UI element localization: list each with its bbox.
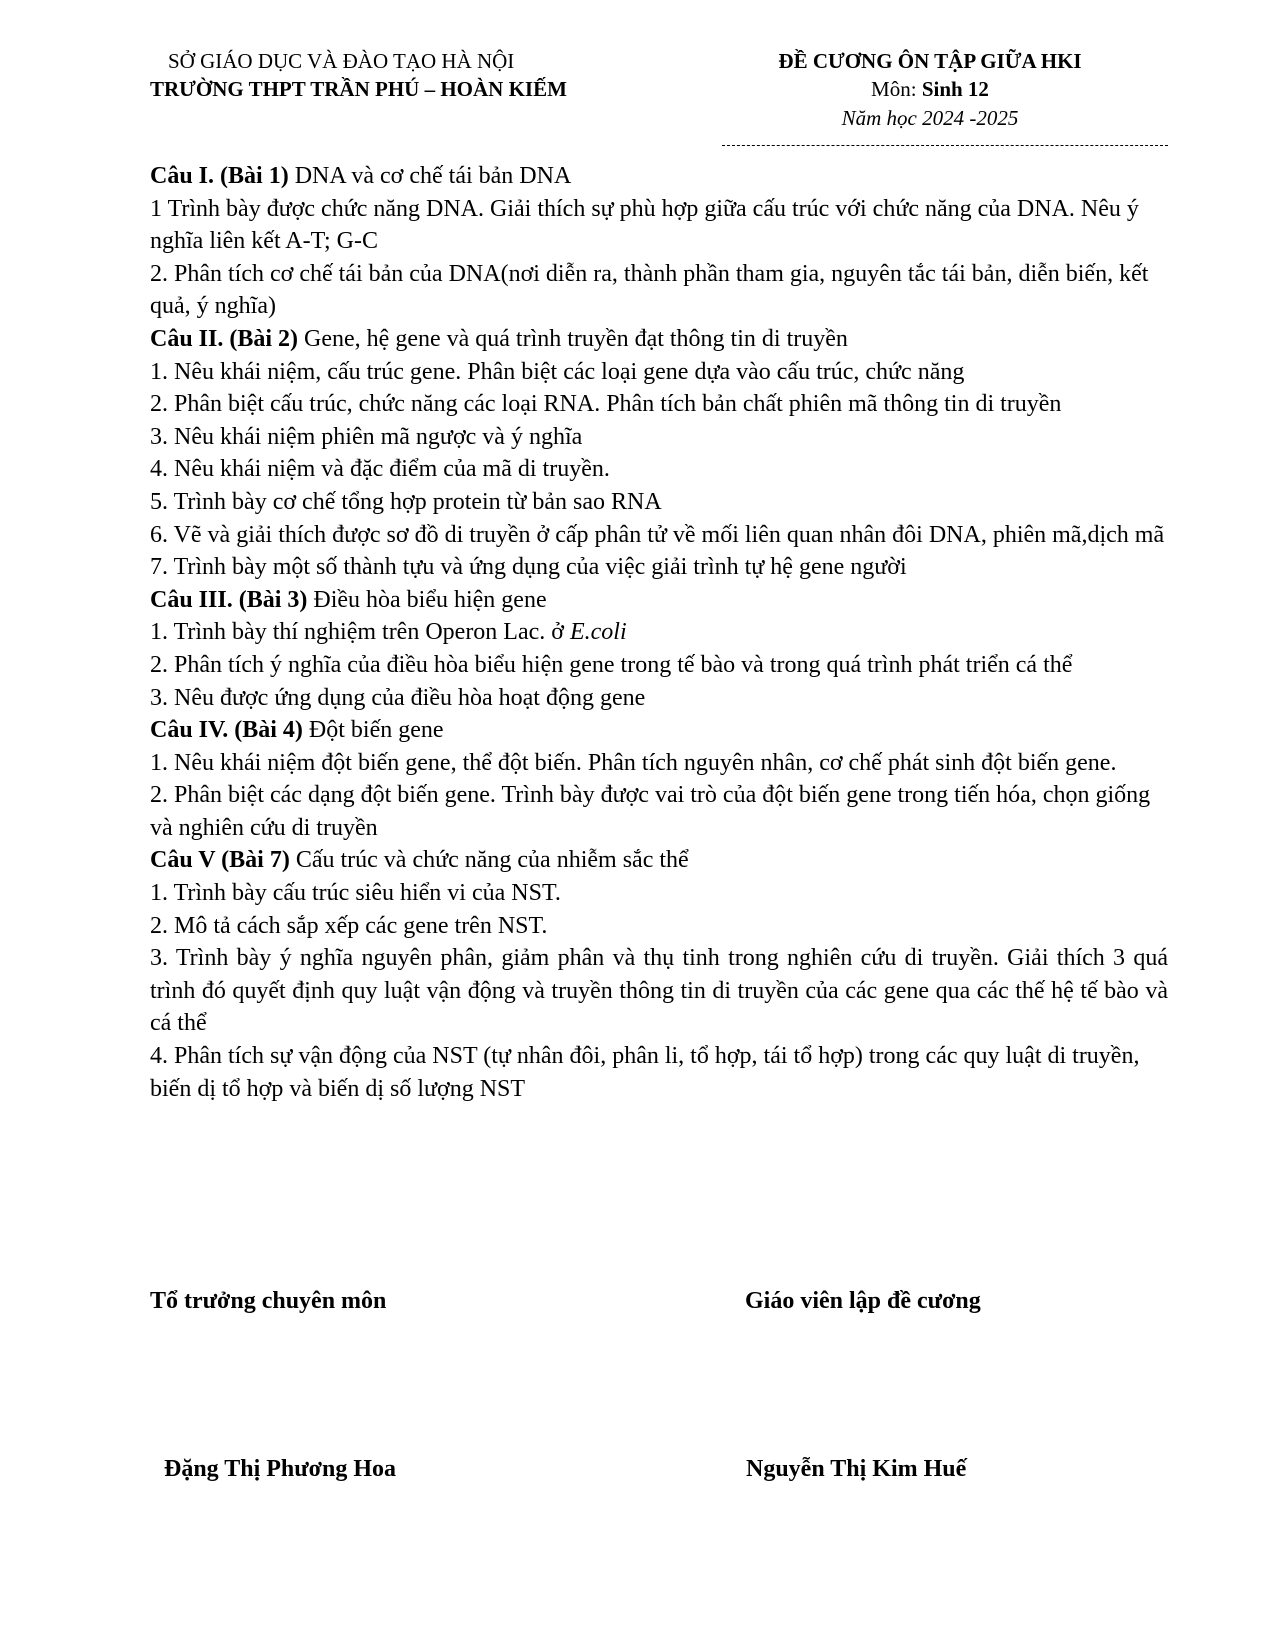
list-item: 1. Nêu khái niệm đột biến gene, thể đột biến. Phân tích nguyên nhân, cơ chế phát sinh đột biến gene. (150, 749, 1117, 776)
document-title: ĐỀ CƯƠNG ÔN TẬP GIỮA HKI (778, 49, 1082, 73)
list-item: 1 Trình bày được chức năng DNA. Giải thích sự phù hợp giữa cấu trúc với chức năng của DNA. Nêu ý nghĩa liên kết A-T; G-C (150, 195, 1139, 255)
subject-name: Sinh 12 (921, 77, 989, 101)
header-right (700, 47, 1160, 133)
list-item: 1. Nêu khái niệm, cấu trúc gene. Phân biệt các loại gene dựa vào cấu trúc, chức năng (150, 358, 965, 385)
section-label: Câu V (Bài 7) (150, 847, 290, 874)
section-title: Điều hòa biểu hiện gene (307, 586, 547, 613)
section-title: Đột biến gene (302, 717, 444, 744)
section-heading-2 (150, 323, 1168, 356)
section-heading-3 (150, 584, 1168, 617)
section-label: Câu I. (Bài 1) (150, 163, 289, 189)
signature-title-head: Tổ trưởng chuyên môn (150, 1288, 387, 1314)
section-heading-1 (150, 160, 1168, 193)
list-item-text: 1. Trình bày thí nghiệm trên Operon Lac. ở (150, 619, 570, 646)
signature-name-head: Đặng Thị Phương Hoa (164, 1456, 396, 1482)
list-item: 2. Phân biệt các dạng đột biến gene. Trình bày được vai trò của đột biến gene trong tiến hóa, chọn giống và nghiên cứu di truyền (150, 782, 1151, 841)
list-item: 2. Phân biệt cấu trúc, chức năng các loại RNA. Phân tích bản chất phiên mã thông tin di truyền (150, 391, 1062, 418)
signature-name-teacher: Nguyễn Thị Kim Huế (746, 1456, 967, 1482)
list-item: 1. Trình bày cấu trúc siêu hiển vi của NST. (150, 880, 561, 907)
list-item: 5. Trình bày cơ chế tổng hợp protein từ bản sao RNA (150, 488, 662, 515)
list-item: 4. Nêu khái niệm và đặc điểm của mã di truyền. (150, 456, 610, 483)
section-title: DNA và cơ chế tái bản DNA (288, 163, 572, 189)
list-item: 3. Nêu khái niệm phiên mã ngược và ý nghĩa (150, 423, 583, 450)
list-item: 3. Nêu được ứng dụng của điều hòa hoạt động gene (150, 684, 646, 711)
list-item: 3. Trình bày ý nghĩa nguyên phân, giảm phân và thụ tinh trong nghiên cứu di truyền. Giải thích 3 quá trình đó quyết định quy luật vận động và truyền thông tin di truyền của các gene qua các thế hệ tế bào và cá thể (150, 945, 1168, 1037)
list-item: 6. Vẽ và giải thích được sơ đồ di truyền ở cấp phân tử về mối liên quan nhân đôi DNA, phiên mã,dịch mã (150, 521, 1165, 548)
section-title: Gene, hệ gene và quá trình truyền đạt thông tin di truyền (298, 325, 848, 352)
section-heading-5 (150, 844, 1168, 877)
section-label: Câu IV. (Bài 4) (150, 717, 303, 744)
section-title: Cấu trúc và chức năng của nhiễm sắc thể (289, 847, 689, 874)
list-item: 2. Phân tích cơ chế tái bản của DNA(nơi diễn ra, thành phần tham gia, nguyên tắc tái bản, diễn biến, kết quả, ý nghĩa) (150, 260, 1149, 320)
list-item: 7. Trình bày một số thành tựu và ứng dụng của việc giải trình tự hệ gene người (150, 554, 907, 581)
header-left (150, 47, 670, 103)
list-item: 2. Phân tích ý nghĩa của điều hòa biểu hiện gene trong tế bào và trong quá trình phát triển cá thể (150, 651, 1073, 678)
signature-title-teacher: Giáo viên lập đề cương (745, 1288, 981, 1314)
outline-content (150, 160, 1168, 1105)
school-year: Năm học 2024 -2025 (841, 106, 1019, 130)
subject-line (700, 75, 1160, 103)
department-name: SỞ GIÁO DỤC VÀ ĐÀO TẠO HÀ NỘI (168, 49, 515, 73)
species-name: E.coli (569, 619, 627, 646)
subject-label: Môn: (871, 77, 922, 101)
section-label: Câu II. (Bài 2) (150, 325, 299, 352)
list-item: 4. Phân tích sự vận động của NST (tự nhân đôi, phân li, tổ hợp, tái tổ hợp) trong các quy luật di truyền, biến dị tổ hợp và biến dị số lượng NST (150, 1043, 1140, 1102)
section-heading-4 (150, 714, 1168, 747)
school-name: TRƯỜNG THPT TRẦN PHÚ – HOÀN KIẾM (150, 77, 567, 101)
list-item: 2. Mô tả cách sắp xếp các gene trên NST. (150, 912, 548, 939)
header-divider (722, 145, 1168, 146)
list-item (150, 616, 1168, 649)
section-label: Câu III. (Bài 3) (150, 586, 308, 613)
